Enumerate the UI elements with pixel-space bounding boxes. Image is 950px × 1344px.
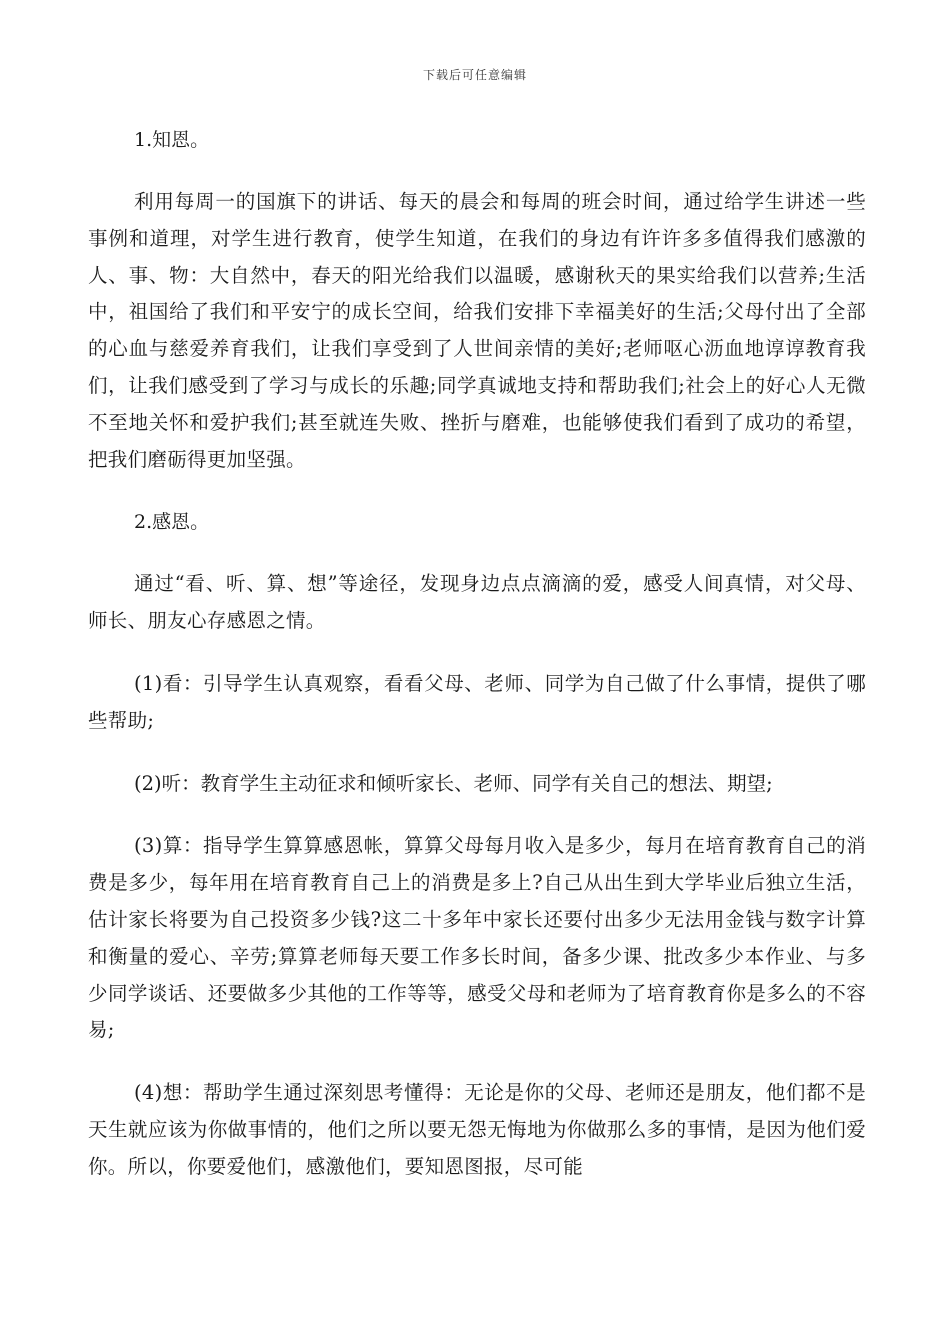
page-header: 下载后可任意编辑 [422,68,527,82]
section-heading-2: 2.感恩。 [134,511,210,534]
item-2-listen: (2)听：教育学生主动征求和倾听家长、老师、同学有关自己的想法、期望; [134,771,773,795]
item-1-look: (1)看：引导学生认真观察，看看父母、老师、同学为自己做了什么事情，提供了哪些帮助; [88,671,866,732]
item-3-calculate: (3)算：指导学生算算感恩帐，算算父母每月收入是多少，每月在培育教育自己的消费是多少，每年用在培育教育自己上的消费是多上?自己从出生到大学毕业后独立生活，估计家长将要为自己投资多少钱?这二十多年中家长还要付出多少无法用金钱与数字计算和衡量的爱心、辛劳;算算老师每天要工作多长时间，备多少课、批改多少本作业、与多少同学谈话、还要做多少其他的工作等等，感受父母和老师为了培育教育你是多么的不容易; [88,834,866,1042]
item-4-think: (4)想：帮助学生通过深刻思考懂得：无论是你的父母、老师还是朋友，他们都不是天生就应该为你做事情的，他们之所以要无怨无悔地为你做那么多的事情，是因为他们爱你。所以，你要爱他们，感激他们，要知恩图报，尽可能 [88,1081,866,1178]
section-heading-1: 1.知恩。 [134,129,210,151]
section-2-paragraph: 通过“看、听、算、想”等途径，发现身边点点滴滴的爱，感受人间真情，对父母、师长、朋友心存感恩之情。 [88,572,866,633]
document-body [88,122,866,1212]
section-1-paragraph: 利用每周一的国旗下的讲话、每天的晨会和每周的班会时间，通过给学生讲述一些事例和道理，对学生进行教育，使学生知道，在我们的身边有许许多多值得我们感激的人、事、物：大自然中，春天的阳光给我们以温暖，感谢秋天的果实给我们以营养;生活中，祖国给了我们和平安宁的成长空间，给我们安排下幸福美好的生活;父母付出了全部的心血与慈爱养育我们，让我们享受到了人世间亲情的美好;老师呕心沥血地谆谆教育我们，让我们感受到了学习与成长的乐趣;同学真诚地支持和帮助我们;社会上的好心人无微不至地关怀和爱护我们;甚至就连失败、挫折与磨难，也能够使我们看到了成功的希望，把我们磨砺得更加坚强。 [88,190,866,471]
